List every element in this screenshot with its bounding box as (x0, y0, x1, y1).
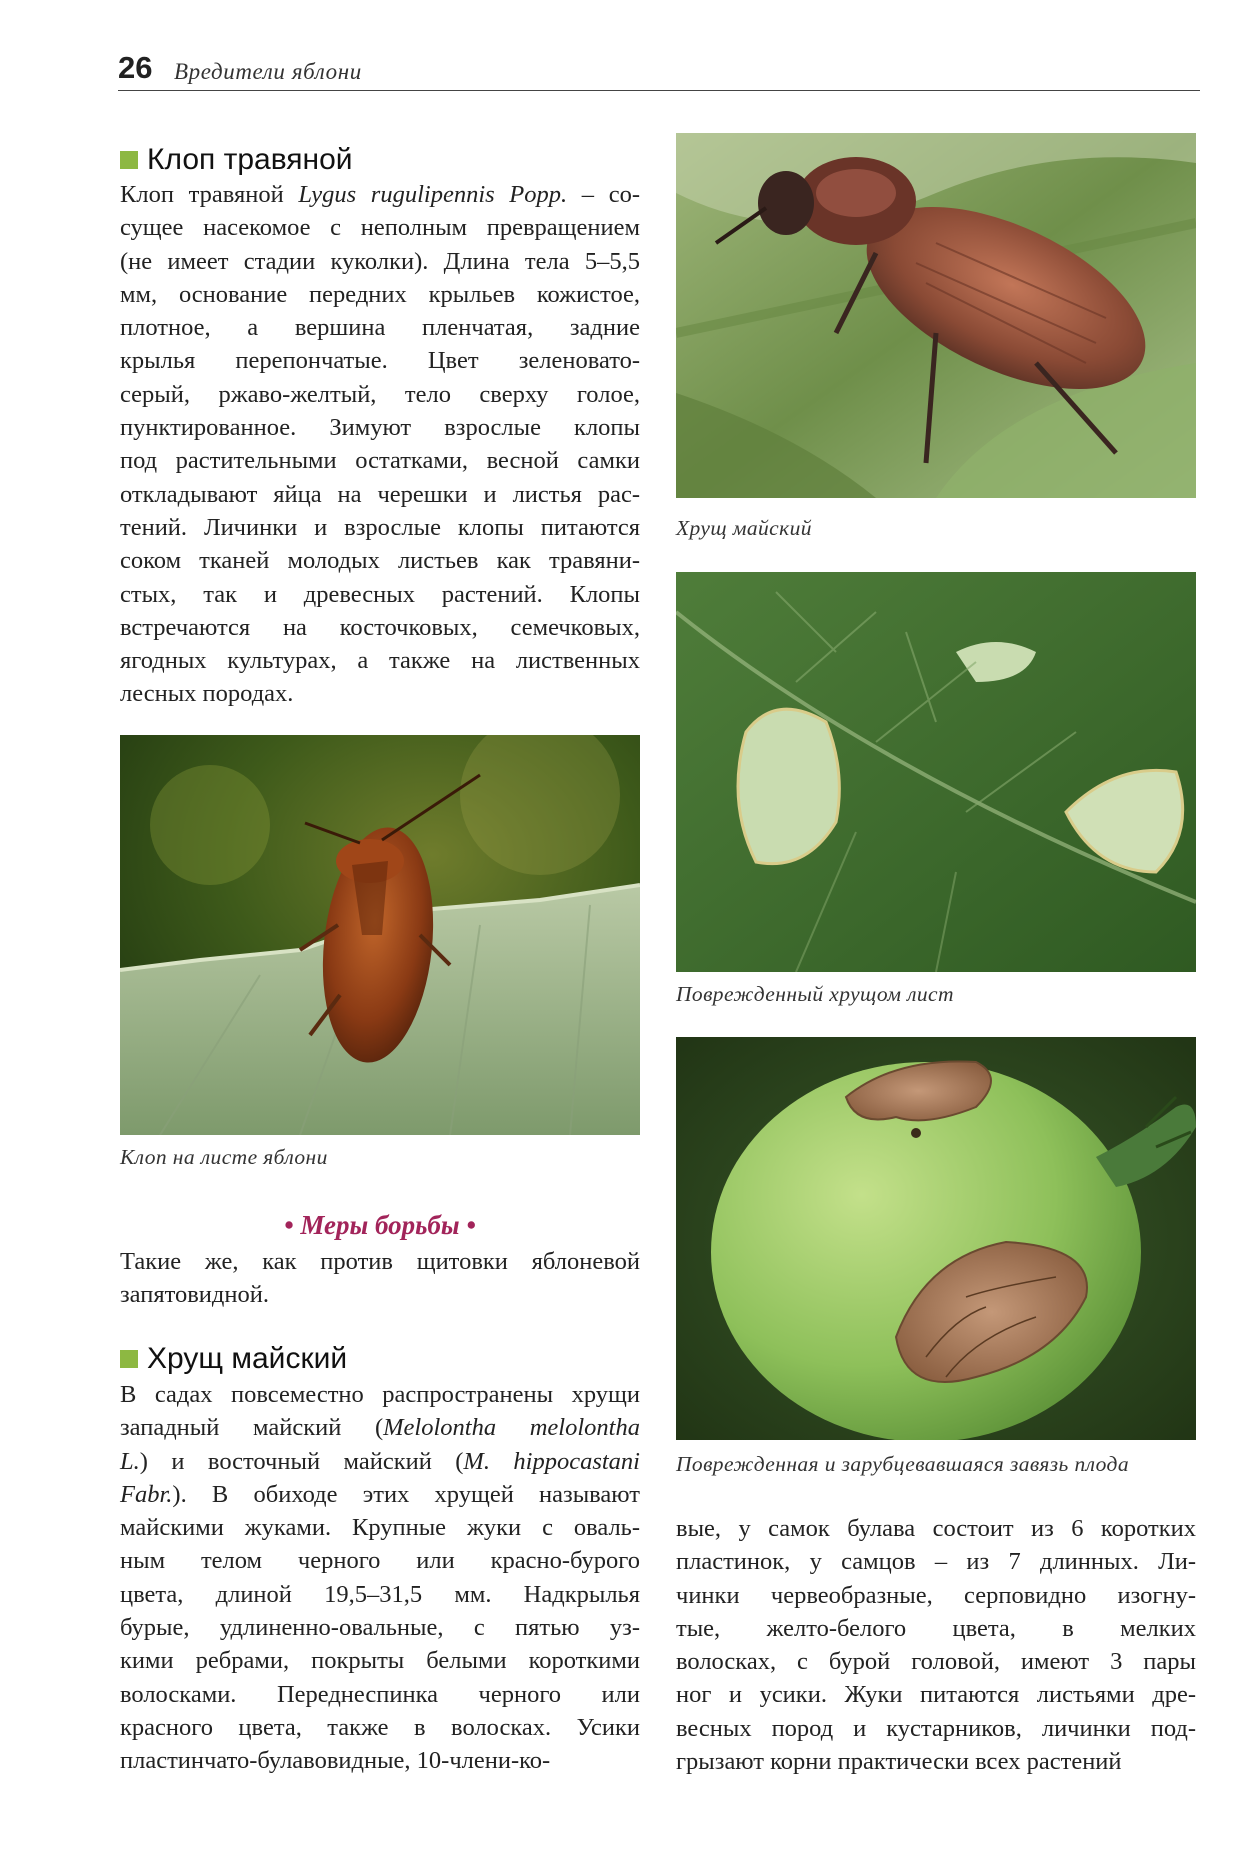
caption-bug: Клоп на листе яблони (120, 1145, 328, 1169)
page-number: 26 (118, 50, 153, 85)
measures-body (120, 1245, 640, 1312)
text-line (120, 677, 640, 710)
text-line (120, 378, 640, 411)
text-line (120, 611, 640, 644)
text-line (120, 211, 640, 244)
text-line (120, 344, 640, 377)
text-line (120, 1411, 640, 1444)
text-run: тений. Личинки и взрослые клопы питаются (120, 513, 640, 541)
text-line (120, 544, 640, 577)
text-line (120, 245, 640, 278)
text-line (120, 178, 640, 211)
section-heading-beetle (120, 1342, 347, 1376)
text-run: пластинок, у самцов – из 7 длинных. Ли- (676, 1548, 1196, 1576)
text-run: чинки червеобразные, серповидно изогну- (676, 1581, 1196, 1609)
text-run: – со- (567, 181, 640, 208)
text-run: стых, так и древесных растений. Клопы (120, 580, 640, 608)
text-line (120, 444, 640, 477)
photo-damaged-fruit (676, 1037, 1196, 1440)
text-run: волосками. Переднеспинка черного или (120, 1680, 640, 1708)
text-line (120, 1744, 640, 1777)
section-heading-bug (120, 143, 353, 177)
text-run: пластинчато-булавовидные, 10-члени-ко- (120, 1747, 551, 1775)
text-run: Lygus rugulipennis Popp. (298, 181, 568, 208)
running-title: Вредители яблони (174, 59, 362, 84)
text-run: ) и восточный майский ( (139, 1447, 464, 1475)
text-line (676, 1545, 1196, 1578)
text-line (676, 1678, 1196, 1711)
text-run: Fabr. (120, 1480, 173, 1508)
text-line (120, 1511, 640, 1544)
heading-bullet-square (120, 1350, 138, 1368)
text-line (120, 311, 640, 344)
text-run: лесных породах. (120, 680, 294, 708)
text-run: крылья перепончатые. Цвет зеленовато- (120, 347, 640, 375)
text-run: бурые, удлиненно-овальные, с пятью уз- (120, 1614, 640, 1642)
text-line (676, 1645, 1196, 1678)
text-line (120, 1544, 640, 1577)
text-line (676, 1512, 1196, 1545)
text-run: мм, основание передних крыльев кожистое, (120, 280, 640, 308)
text-line (120, 411, 640, 444)
measures-heading: • Меры борьбы • (284, 1210, 476, 1240)
caption-damaged-leaf: Поврежденный хрущом лист (676, 982, 954, 1006)
text-run: пунктированное. Зимуют взрослые клопы (120, 414, 640, 442)
text-line (120, 478, 640, 511)
text-line (120, 644, 640, 677)
text-run: соком тканей молодых листьев как травяни- (120, 547, 640, 575)
text-line (120, 1278, 640, 1311)
text-run: плотное, а вершина пленчатая, задние (120, 314, 640, 342)
text-run: ). В обиходе этих хрущей называют (172, 1480, 640, 1508)
text-run: L. (120, 1447, 140, 1475)
text-line (120, 278, 640, 311)
text-run: волосках, с бурой головой, имеют 3 пары (676, 1648, 1196, 1676)
photo-bug-on-leaf (120, 735, 640, 1135)
text-line (120, 1378, 640, 1411)
text-run: серый, ржаво-желтый, тело сверху голое, (120, 380, 640, 408)
text-line (120, 1445, 640, 1478)
text-run: сущее насекомое с неполным превращением (120, 214, 640, 242)
text-line (676, 1712, 1196, 1745)
text-run: весных пород и кустарников, личинки под- (676, 1714, 1196, 1742)
text-run: вые, у самок булава состоит из 6 коротких (676, 1515, 1196, 1542)
heading-bullet-square (120, 151, 138, 169)
text-run: запятовидной. (120, 1281, 269, 1309)
text-run: Такие же, как против щитовки яблоневой (120, 1248, 640, 1275)
text-run: M. hippocastani (463, 1447, 640, 1475)
text-run: красного цвета, также в волосках. Усики (120, 1713, 640, 1741)
text-line (676, 1745, 1196, 1778)
text-run: Melolontha melolontha (383, 1414, 640, 1442)
text-run: ног и усики. Жуки питаются листьями дре- (676, 1681, 1196, 1709)
text-line (120, 1711, 640, 1744)
section-body-bug (120, 178, 640, 711)
text-line (120, 1578, 640, 1611)
text-line (120, 1245, 640, 1278)
text-run: грызают корни практически всех растений (676, 1748, 1122, 1776)
text-line (676, 1579, 1196, 1612)
section-body-beetle-right (676, 1512, 1196, 1778)
text-line (676, 1612, 1196, 1645)
text-run: кими ребрами, покрыты белыми короткими (120, 1647, 640, 1675)
text-line (120, 1678, 640, 1711)
text-run: откладывают яйца на черешки и листья рас- (120, 480, 640, 508)
text-run: майскими жуками. Крупные жуки с оваль- (120, 1514, 640, 1542)
section-body-beetle-left (120, 1378, 640, 1778)
section-title: Хрущ майский (147, 1342, 348, 1375)
running-header (118, 50, 1200, 91)
text-line (120, 511, 640, 544)
text-line (120, 1611, 640, 1644)
text-run: ягодных культурах, а также на лиственных (120, 647, 640, 675)
text-line (120, 1644, 640, 1677)
text-line (120, 578, 640, 611)
text-run: (не имеет стадии куколки). Длина тела 5–5,5 (120, 247, 640, 275)
photo-cockchafer (676, 133, 1196, 498)
section-title: Клоп травяной (147, 143, 353, 176)
text-run: ным телом черного или красно-бурого (120, 1547, 640, 1575)
photo-damaged-leaf (676, 572, 1196, 972)
text-line (120, 1478, 640, 1511)
caption-beetle: Хрущ майский (676, 516, 812, 540)
text-run: цвета, длиной 19,5–31,5 мм. Надкрылья (120, 1580, 640, 1608)
text-run: В садах повсеместно распространены хрущи (120, 1381, 640, 1408)
text-run: западный майский ( (120, 1414, 384, 1442)
text-run: под растительными остатками, весной самки (120, 447, 640, 475)
caption-damaged-fruit: Поврежденная и зарубцевавшаяся завязь плода (676, 1452, 1129, 1476)
text-run: Клоп травяной (120, 181, 299, 208)
text-run: тые, желто-белого цвета, в мелких (676, 1614, 1196, 1642)
text-run: встречаются на косточковых, семечковых, (120, 613, 640, 641)
